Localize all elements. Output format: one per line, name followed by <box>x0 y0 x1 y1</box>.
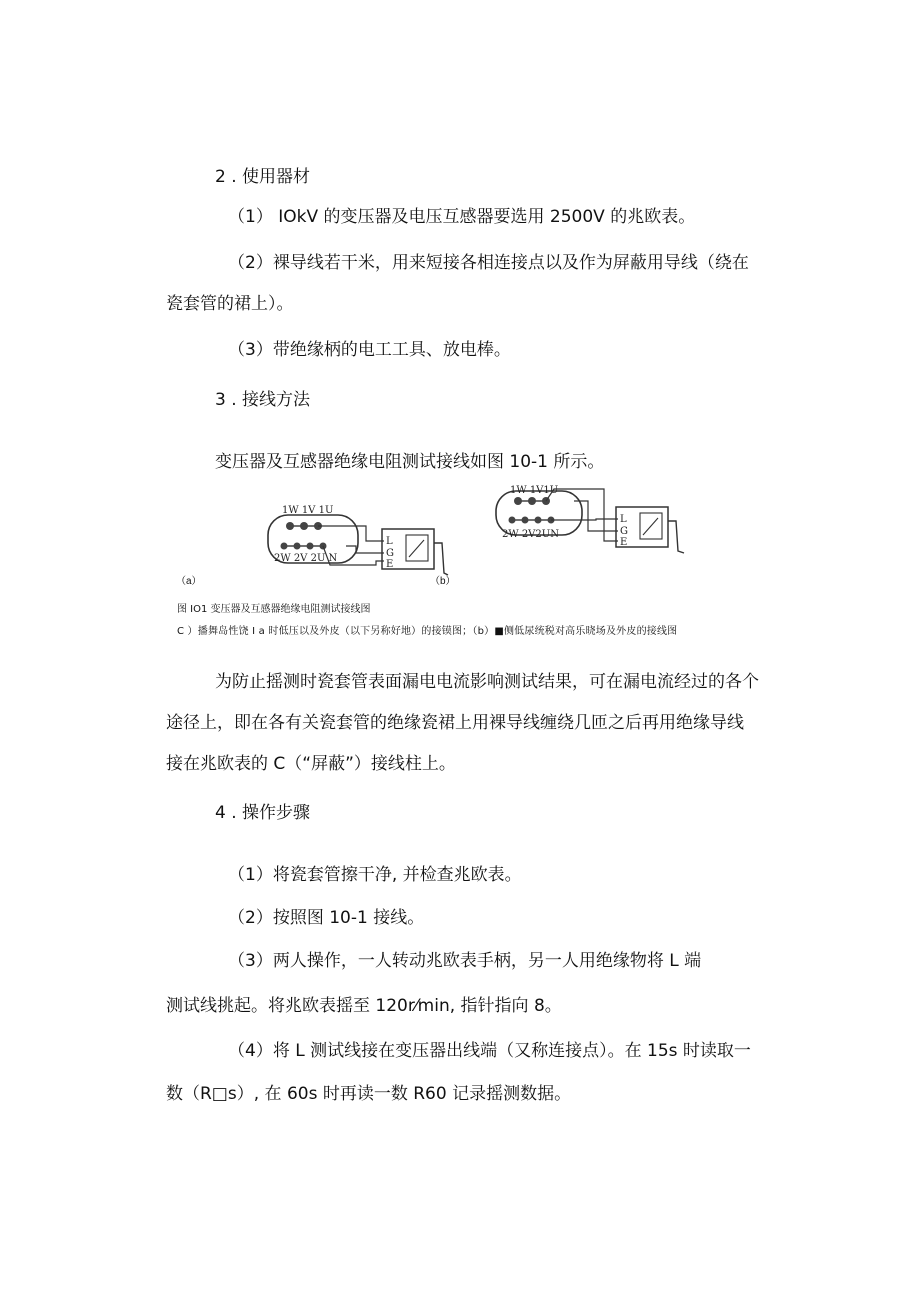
section-4-step-3-line-1: （3）两人操作，一人转动兆欧表手柄，另一人用绝缘物将 L 端 <box>228 951 702 971</box>
meter-b-terminal-l: L <box>620 514 627 525</box>
section-2-heading: 2 . 使用器材 <box>215 167 311 187</box>
figure-caption-sub: C ）播舞岛性饶 I a 时低压以及外皮（以下另称好地）的接镆图；（b）■侧低尿统税对高乐晓场及外皮的接线图 <box>177 626 678 637</box>
wire-a-l <box>318 526 384 541</box>
meter-a-crank-handle <box>434 543 448 575</box>
section-2-item-2-line-1: （2）裸导线若干米，用来短接各相连接点以及作为屏蔽用导线（绕在 <box>228 253 749 273</box>
transformer-a-top-terminals: 1W 1V 1U <box>282 505 334 516</box>
meter-b-terminal-g: G <box>620 526 628 537</box>
section-4-step-1: （1）将瓷套管擦干净, 并检查兆欧表。 <box>228 865 522 885</box>
section-2-item-2-line-2: 瓷套管的裙上）。 <box>166 294 294 314</box>
figure-caption-title: 图 IO1 变压器及互感器绝缘电阻测试接线图 <box>177 604 371 615</box>
body-paragraph-line-2: 途径上，即在各有关瓷套管的绝缘瓷裙上用裸导线缠绕几匝之后再用绝缘导线 <box>166 713 744 733</box>
wire-b-l <box>551 519 618 520</box>
meter-b-needle <box>643 518 658 535</box>
diagram-b <box>496 485 684 553</box>
meter-a-terminal-g: G <box>386 548 394 559</box>
section-4-step-4-line-1: （4）将 L 测试线接在变压器出线端（又称连接点）。在 15s 时读取一 <box>228 1041 751 1061</box>
figure-label-a: （a） <box>176 576 202 587</box>
section-4-step-4-line-2: 数（R□s）, 在 60s 时再读一数 R60 记录摇测数据。 <box>166 1084 572 1104</box>
meter-a-terminal-e: E <box>386 559 394 570</box>
meter-b-crank-handle <box>668 521 684 553</box>
wiring-diagram <box>258 483 688 583</box>
meter-b-terminal-e: E <box>620 537 628 548</box>
section-4-step-3-line-2: 测试线挑起。将兆欧表摇至 120r⁄min, 指针指向 8。 <box>166 996 562 1016</box>
figure-label-b: （b） <box>430 576 456 587</box>
meter-a-needle <box>409 540 424 557</box>
body-paragraph-line-3: 接在兆欧表的 C（“屏蔽”）接线柱上。 <box>166 754 456 774</box>
diagram-a <box>268 505 448 575</box>
transformer-b-top-terminals: 1W 1V1U <box>510 485 559 496</box>
meter-a-terminal-l: L <box>386 536 393 547</box>
section-2-item-3: （3）带绝缘柄的电工工具、放电棒。 <box>228 340 511 360</box>
section-3-intro: 变压器及互感器绝缘电阻测试接线如图 10-1 所示。 <box>215 452 605 472</box>
section-4-heading: 4 . 操作步骤 <box>215 803 311 823</box>
transformer-a-bottom-terminals: 2W 2V 2U N <box>274 553 338 564</box>
body-paragraph-line-1: 为防止摇测时瓷套管表面漏电电流影响测试结果，可在漏电流经过的各个 <box>215 672 759 692</box>
wiring-figure <box>258 483 688 583</box>
wire-a-g <box>346 546 384 553</box>
section-2-item-1: （1） IOkV 的变压器及电压互感器要选用 2500V 的兆欧表。 <box>228 207 696 227</box>
section-3-heading: 3 . 接线方法 <box>215 390 311 410</box>
transformer-b-bottom-terminals: 2W 2V2UN <box>502 529 559 540</box>
section-4-step-2: （2）按照图 10-1 接线。 <box>228 908 425 928</box>
